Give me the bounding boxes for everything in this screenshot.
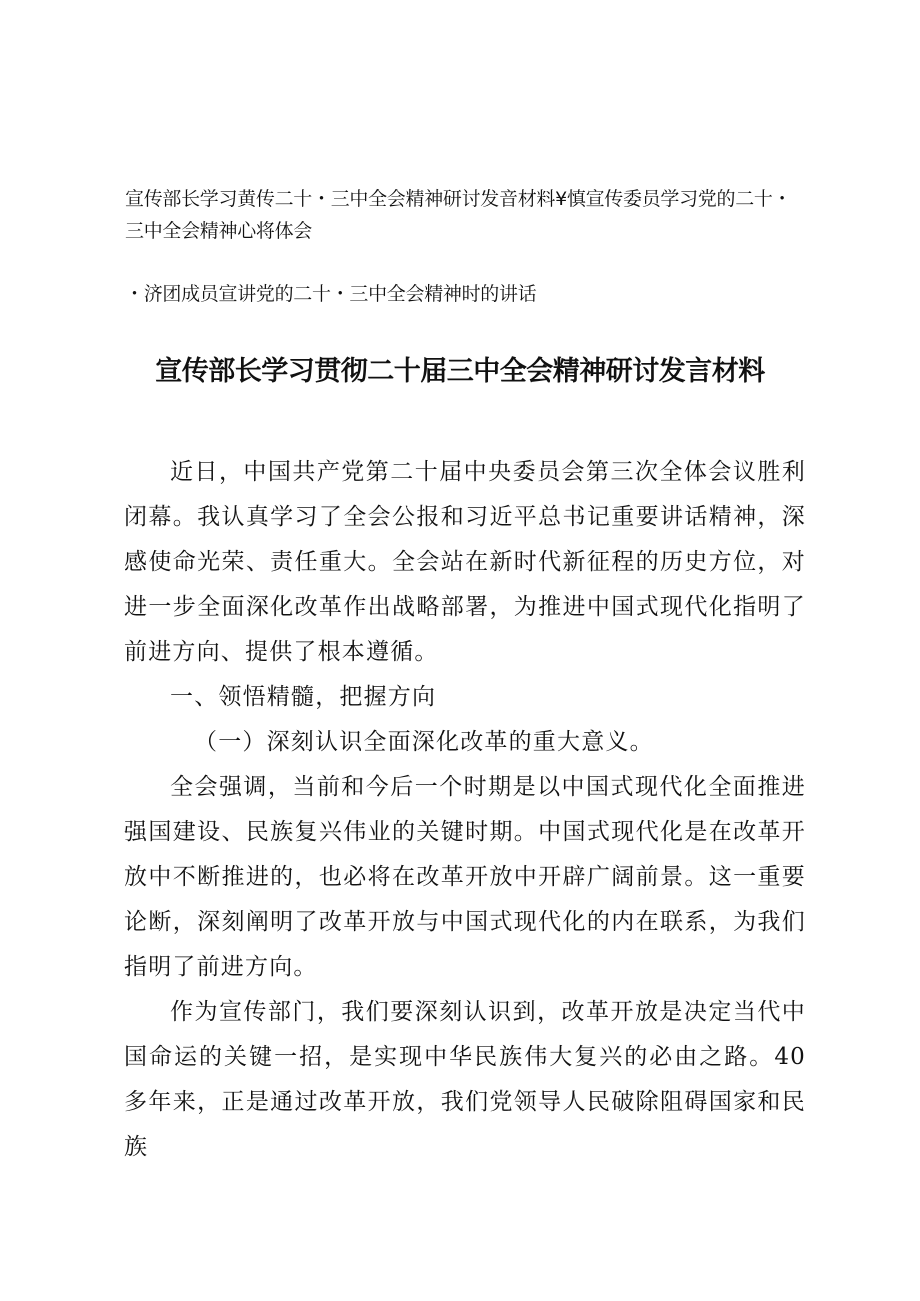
document-title: 宣传部长学习贯彻二十届三中全会精神研讨发言材料 [155, 356, 765, 387]
paragraph-body-1: 全会强调，当前和今后一个时期是以中国式现代化全面推进强国建设、民族复兴伟业的关键时期。中国式现代化是在改革开放中不断推进的，也必将在改革开放中开辟广阔前景。这一重要论断，深刻阐明了改革开放与中国式现代化的内在联系，为我们指明了前进方向。 [124, 774, 806, 980]
paragraph-body-2: 作为宣传部门，我们要深刻认识到，改革开放是决定当代中国命运的关键一招，是实现中华民族伟大复兴的必由之路。40多年来，正是通过改革开放，我们党领导人民破除阻碍国家和民族 [124, 999, 806, 1160]
toc-line-2: ・济团成员宣讲党的二十・三中全会精神时的讲话 [125, 283, 537, 305]
document-body [124, 450, 806, 1170]
toc-line-1: 宣传部长学习黄传二十・三中全会精神研讨发音材料¥慎宣传委员学习党的二十・三中全会精神心将体会 [125, 188, 792, 242]
paragraph-intro: 近日，中国共产党第二十届中央委员会第三次全体会议胜利闭幕。我认真学习了全会公报和习近平总书记重要讲话精神，深感使命光荣、责任重大。全会站在新时代新征程的历史方位，对进一步全面深化改革作出战略部署，为推进中国式现代化指明了前进方向、提供了根本遵循。 [124, 459, 806, 665]
section-heading: 一、领悟精髓，把握方向 [170, 684, 437, 710]
subsection-heading: （一）深刻认识全面深化改革的重大意义。 [194, 729, 654, 755]
